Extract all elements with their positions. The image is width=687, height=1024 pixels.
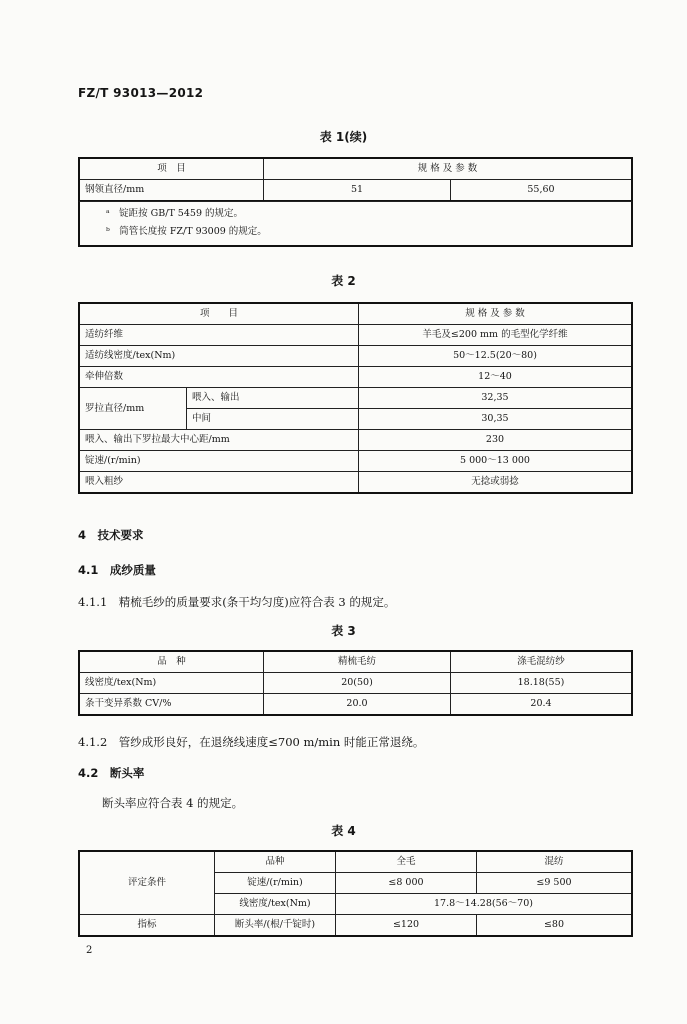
document-code: FZ/T 93013—2012 bbox=[78, 86, 204, 100]
table3-value-density-worsted: 20(50) bbox=[264, 673, 451, 694]
table1-head-item: 项 目 bbox=[79, 158, 264, 180]
table1-caption: 表 1(续) bbox=[319, 130, 368, 144]
table2-label-spindle-speed: 锭速/(r/min) bbox=[79, 451, 359, 472]
table2-value-middle: 30,35 bbox=[359, 409, 633, 430]
table3-label-density: 线密度/tex(Nm) bbox=[79, 673, 264, 694]
page-number: 2 bbox=[86, 945, 93, 956]
table2-label-density: 适纺线密度/tex(Nm) bbox=[79, 346, 359, 367]
table4-head-blend: 混纺 bbox=[477, 851, 633, 873]
table2-head-spec: 规 格 及 参 数 bbox=[359, 303, 633, 325]
table2-head-item: 项 目 bbox=[79, 303, 359, 325]
table4-key-speed: 锭速/(r/min) bbox=[215, 873, 336, 894]
table1-row-v1: 51 bbox=[264, 180, 451, 202]
section-4-1-1-text: 4.1.1 精梳毛纱的质量要求(条干均匀度)应符合表 3 的规定。 bbox=[78, 595, 396, 609]
table3-caption: 表 3 bbox=[331, 624, 356, 638]
table2-label-center-distance: 喂入、输出下罗拉最大中心距/mm bbox=[79, 430, 359, 451]
table4-caption: 表 4 bbox=[331, 824, 356, 838]
table4 bbox=[78, 850, 633, 937]
table4-value-break-wool: ≤120 bbox=[336, 915, 477, 937]
table4-value-speed-blend: ≤9 500 bbox=[477, 873, 633, 894]
table3 bbox=[78, 650, 633, 716]
table2 bbox=[78, 302, 633, 494]
table2-label-fiber: 适纺纤维 bbox=[79, 325, 359, 346]
section-4-1-heading: 4.1 成纱质量 bbox=[78, 563, 156, 577]
table2-label-draft: 牵伸倍数 bbox=[79, 367, 359, 388]
table2-label-roving: 喂入粗纱 bbox=[79, 472, 359, 494]
table3-head-item: 品 种 bbox=[79, 651, 264, 673]
table4-key-variety: 品种 bbox=[215, 851, 336, 873]
table4-value-break-blend: ≤80 bbox=[477, 915, 633, 937]
table1-footnote-a: ᵃ 锭距按 GB/T 5459 的规定。 bbox=[106, 208, 244, 219]
table2-value-draft: 12～40 bbox=[359, 367, 633, 388]
section-4-heading: 4 技术要求 bbox=[78, 528, 144, 542]
table1 bbox=[78, 157, 633, 202]
table2-value-feed: 32,35 bbox=[359, 388, 633, 409]
table1-footnotes bbox=[78, 201, 633, 247]
table4-value-speed-wool: ≤8 000 bbox=[336, 873, 477, 894]
table3-value-cv-blend: 20.4 bbox=[451, 694, 633, 716]
section-4-2-heading: 4.2 断头率 bbox=[78, 766, 145, 780]
section-4-2-text: 断头率应符合表 4 的规定。 bbox=[102, 796, 244, 810]
table4-cond-label: 评定条件 bbox=[79, 851, 215, 915]
table2-label-roller: 罗拉直径/mm bbox=[79, 388, 187, 430]
table1-row-v2: 55,60 bbox=[451, 180, 633, 202]
table4-head-wool: 全毛 bbox=[336, 851, 477, 873]
table3-head-blend: 涤毛混纺纱 bbox=[451, 651, 633, 673]
table4-key-density: 线密度/tex(Nm) bbox=[215, 894, 336, 915]
table2-value-center-distance: 230 bbox=[359, 430, 633, 451]
table2-sub-middle: 中间 bbox=[187, 409, 359, 430]
table3-head-worsted: 精梳毛纺 bbox=[264, 651, 451, 673]
table3-label-cv: 条干变异系数 CV/% bbox=[79, 694, 264, 716]
table4-value-density: 17.8～14.28(56～70) bbox=[336, 894, 633, 915]
table1-footnote-b: ᵇ 筒管长度按 FZ/T 93009 的规定。 bbox=[106, 226, 267, 237]
table2-value-spindle-speed: 5 000～13 000 bbox=[359, 451, 633, 472]
table2-value-fiber: 羊毛及≤200 mm 的毛型化学纤维 bbox=[359, 325, 633, 346]
table3-value-density-blend: 18.18(55) bbox=[451, 673, 633, 694]
table4-key-break-rate: 断头率/(根/千锭时) bbox=[215, 915, 336, 937]
table4-indicator-label: 指标 bbox=[79, 915, 215, 937]
table1-row-label: 钢领直径/mm bbox=[79, 180, 264, 202]
table2-value-roving: 无捻或弱捻 bbox=[359, 472, 633, 494]
table2-sub-feed: 喂入、输出 bbox=[187, 388, 359, 409]
table2-caption: 表 2 bbox=[331, 274, 356, 288]
section-4-1-2-text: 4.1.2 管纱成形良好，在退绕线速度≤700 m/min 时能正常退绕。 bbox=[78, 735, 425, 749]
table3-value-cv-worsted: 20.0 bbox=[264, 694, 451, 716]
table2-value-density: 50～12.5(20～80) bbox=[359, 346, 633, 367]
table1-head-spec: 规 格 及 参 数 bbox=[264, 158, 633, 180]
